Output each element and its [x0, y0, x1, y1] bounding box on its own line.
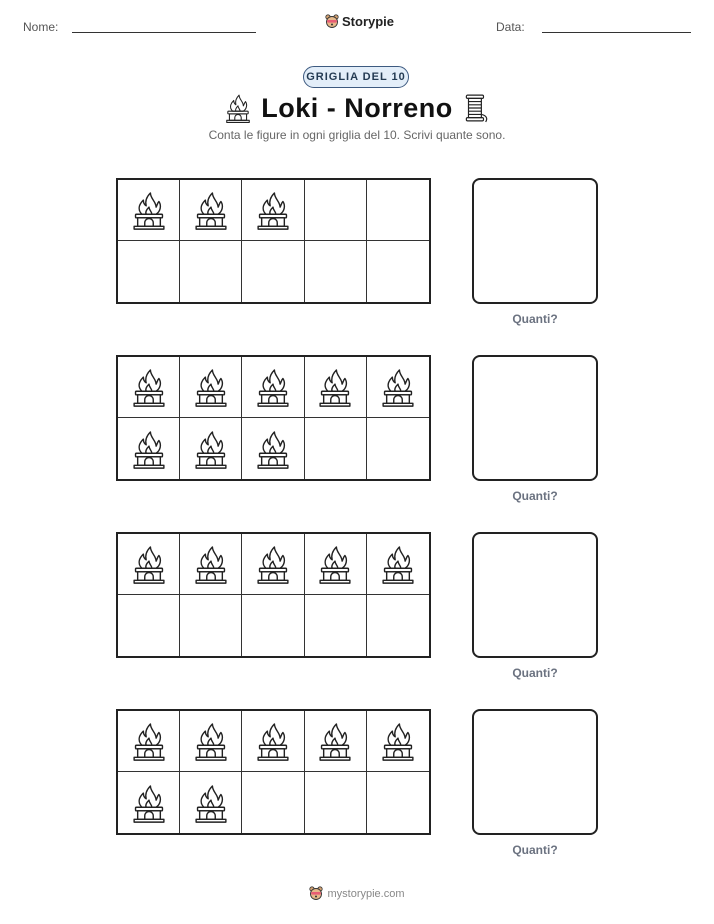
- fireplace-icon: [132, 721, 166, 761]
- fireplace-icon: [256, 544, 290, 584]
- brand-logo: [325, 14, 394, 29]
- fireplace-icon: [381, 367, 415, 407]
- ten-frame-cell: [367, 772, 429, 833]
- ten-frame-cell: [367, 180, 429, 241]
- ten-frame-cell: [242, 180, 304, 241]
- fireplace-icon: [132, 190, 166, 230]
- fireplace-icon: [318, 544, 352, 584]
- date-line[interactable]: [542, 32, 691, 33]
- ten-frame-cell: [242, 711, 304, 772]
- fireplace-icon: [132, 783, 166, 823]
- ten-frame-cell: [242, 241, 304, 302]
- date-label: Data:: [496, 20, 525, 34]
- ten-frame-cell: [367, 357, 429, 418]
- answer-label-3: Quanti?: [512, 666, 558, 680]
- ten-frame-cell: [305, 711, 367, 772]
- ten-frame-cell: [180, 772, 242, 833]
- fireplace-icon: [318, 721, 352, 761]
- answer-label-4: Quanti?: [512, 843, 558, 857]
- ten-frame-cell: [305, 180, 367, 241]
- ten-frame-cell: [242, 534, 304, 595]
- bear-mascot-icon: [325, 14, 339, 29]
- ten-frame-cell: [242, 772, 304, 833]
- fireplace-icon: [318, 367, 352, 407]
- ten-frame-cell: [118, 534, 180, 595]
- ten-frame-cell: [118, 595, 180, 656]
- title-row: [0, 90, 714, 126]
- footer-url[interactable]: mystorypie.com: [327, 887, 405, 900]
- ten-frame-cell: [305, 595, 367, 656]
- answer-box-4[interactable]: [472, 709, 598, 835]
- answer-box-1[interactable]: [472, 178, 598, 304]
- footer: [0, 886, 714, 901]
- ten-frame-cell: [242, 418, 304, 479]
- ten-frame-cell: [305, 418, 367, 479]
- fireplace-icon: [194, 367, 228, 407]
- fireplace-icon: [256, 367, 290, 407]
- ten-frame-cell: [305, 534, 367, 595]
- fireplace-icon: [194, 783, 228, 823]
- fireplace-icon: [381, 544, 415, 584]
- fireplace-icon: [225, 93, 251, 123]
- ten-frame-cell: [118, 357, 180, 418]
- ten-frame-cell: [180, 241, 242, 302]
- ten-frame-cell: [242, 595, 304, 656]
- ten-frame-cell: [118, 418, 180, 479]
- name-label: Nome:: [23, 20, 59, 34]
- answer-box-2[interactable]: [472, 355, 598, 481]
- fireplace-icon: [256, 190, 290, 230]
- ten-frame-cell: [180, 595, 242, 656]
- ten-frame-cell: [367, 241, 429, 302]
- bear-mascot-icon: [309, 886, 323, 901]
- fireplace-icon: [132, 544, 166, 584]
- answer-label-2: Quanti?: [512, 489, 558, 503]
- fireplace-icon: [256, 429, 290, 469]
- fireplace-icon: [132, 367, 166, 407]
- ten-frame-cell: [242, 357, 304, 418]
- fireplace-icon: [381, 721, 415, 761]
- fireplace-icon: [194, 544, 228, 584]
- ten-frame-4: [116, 709, 431, 835]
- brand-name: Storypie: [342, 14, 395, 29]
- ten-frame-cell: [305, 772, 367, 833]
- ten-frame-cell: [180, 357, 242, 418]
- ten-frame-cell: [367, 534, 429, 595]
- ten-frame-cell: [367, 595, 429, 656]
- ten-frame-cell: [180, 418, 242, 479]
- name-line[interactable]: [72, 32, 256, 33]
- ten-frame-cell: [180, 534, 242, 595]
- ten-frame-cell: [367, 418, 429, 479]
- ten-frame-cell: [367, 711, 429, 772]
- fireplace-icon: [132, 429, 166, 469]
- page-title: Loki - Norreno: [261, 92, 453, 123]
- ten-frame-3: [116, 532, 431, 658]
- ten-frame-cell: [180, 711, 242, 772]
- instructions: Conta le figure in ogni griglia del 10. Scrivi quante sono.: [208, 128, 506, 142]
- ten-frame-cell: [118, 180, 180, 241]
- ten-frame-1: [116, 178, 431, 304]
- fireplace-icon: [194, 190, 228, 230]
- ten-frame-cell: [118, 772, 180, 833]
- fireplace-icon: [194, 429, 228, 469]
- fireplace-icon: [256, 721, 290, 761]
- ten-frame-2: [116, 355, 431, 481]
- ten-frame-cell: [118, 711, 180, 772]
- spool-of-thread-icon: [463, 93, 489, 123]
- answer-box-3[interactable]: [472, 532, 598, 658]
- answer-label-1: Quanti?: [512, 312, 558, 326]
- ten-frame-cell: [118, 241, 180, 302]
- ten-frame-cell: [180, 180, 242, 241]
- ten-frame-cell: [305, 357, 367, 418]
- ten-frame-cell: [305, 241, 367, 302]
- fireplace-icon: [194, 721, 228, 761]
- worksheet-type-badge: GRIGLIA DEL 10: [303, 66, 409, 88]
